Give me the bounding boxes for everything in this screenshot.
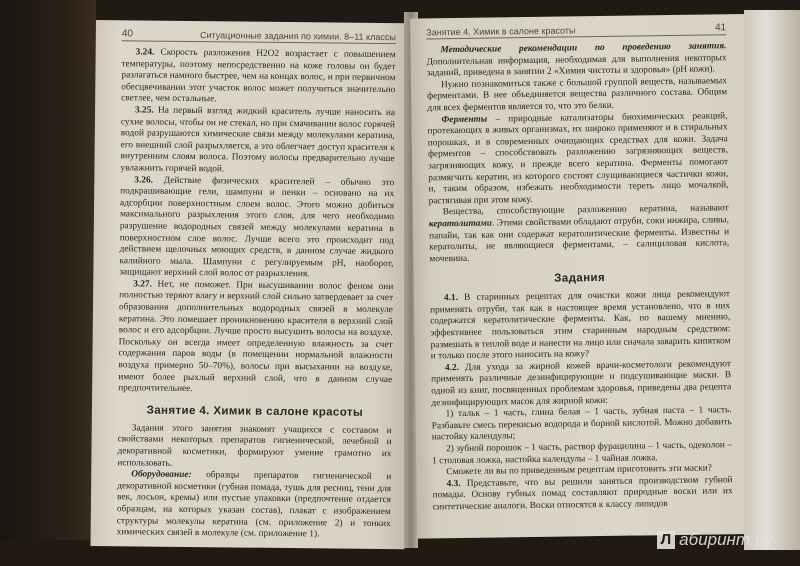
answer-item: 3.26. Действие физических красителей – обычно это подкрашивающие гели, шампуни и пенки – основано на их адсорбции поверхностным слоем волос. Этого можно добиться максимального разрыхления этого слоя, для чего необходимо разрушение водородных связей между молекулами кератина в поверхностном слое волос. Лучше всего это происходит под действием щелочных моющих средств, в данном случае жидкого калийного мыла. Шампуни с регулируемым pH, наоборот, защищают верхний слой волос от разрыхления. <box>119 174 395 280</box>
lesson-intro: Задания этого занятия знакомят учащихся с составом и свойствами некоторых препаратов гигиенической, лечебной и декоративной косметики, формируют умение грамотно их использовать. <box>117 423 392 469</box>
answer-item: 3.24. Скорость разложения H2O2 возрастает с повышением температуры, поэтому непосредственно на коже головы он будет разлагаться намного быстрее, чем на концах волос, и при первичном обесцвечивании этот участок волос может получиться значительно светлее, чем остальные. <box>121 47 396 105</box>
lesson-title: Занятие 4. Химик в салоне красоты <box>146 404 364 419</box>
right-running-title: Занятие 4. Химик в салоне красоты <box>426 25 576 38</box>
background-left <box>0 0 96 566</box>
recipe-one: 1) тальк – 1 часть, глина белая – 1 часть, зубная паста – 1 часть. Разбавьте смесь перекисью водорода и борной кислотой. Можно добавить настойку календулы; <box>431 405 732 443</box>
answer-item: 3.25. На первый взгляд жидкий краситель лучше наносить на сухие волосы, чтобы он не стекал, но при смачивании волос горячей водой разрушаются химические связи между молекулами кератина, его внешний слой разрыхляется, а это облегчает доступ красителя к внутренним слоям волоса. Поэтому волосы предварительно лучше увлажнить горячей водой. <box>120 105 396 175</box>
task-item: 4.2. Для ухода за жирной кожей врачи-косметологи рекомендуют применять различные дезинфицирующие и подсушивающие маски. В одной из книг, посвященных проблемам здоровья, приведены два рецепта дезинфицирующих масок для жирной кожи: <box>431 359 732 409</box>
right-page-number: 41 <box>714 22 727 34</box>
page-stack-edge <box>744 10 800 550</box>
recipe-two: 2) зубной порошок – 1 часть, раствор фурацилина – 1 часть, одеколон – 1 столовая ложка, настойка календулы – 1 чайная ложка. <box>432 440 733 466</box>
left-running-title: Ситуационные задания по химии. 8–11 классы <box>199 30 396 43</box>
tasks-title: Задания <box>554 272 606 285</box>
left-page <box>90 20 409 549</box>
task-item: 4.3. Представьте, что вы решили заняться производством губной помады. Основу губных помад составляют природные воски или их синтетические аналоги. Воски относятся к классу липидов <box>432 474 733 513</box>
answer-item: 3.27. Нет, не поможет. При высушивании волос феном они полностью теряют влагу и верхний слой сильно затвердевает за счет образования дополнительных водородных связей в молекуле кератина. Это помешает проникновению красителя в верхний слой волос и его адсорбции. Лучше просто высушить волосы на воздухе. Поскольку он всегда имеет определенную влажность за счет содержания паров воды (в помещении нормальной влажности воздуха примерно 50–70%), волосы при высыхании на воздухе, имеют более рыхлый верхний слой, что в данном случае предпочтительнее. <box>118 279 394 395</box>
enzymes-intro: Нужно познакомиться также с большой группой веществ, называемых ферментами. В нее объединяется вещества различного состава. Общим для всех ферментов является то, что это белки. <box>427 76 728 114</box>
left-page-header <box>122 28 396 44</box>
right-page-header <box>426 22 726 39</box>
watermark-text: абиринт.ру <box>679 530 772 549</box>
equipment-paragraph: Оборудование: образцы препаратов гигиенической и декоративной косметики (губная помада, тушь для ресниц, тени для век, лосьон, кремы) или пустые упаковки (предпочтение отдается образцам, на которых указан состав), плакат с изображением структуры молекулы кератина (см. приложение 2) и тонких химических связей в молекуле (см. приложение 1). <box>116 469 392 540</box>
watermark <box>657 530 772 550</box>
keratolytics-paragraph: Вещества, способствующие разложению кератина, называют кератолитами. Этими свойствами обладают отруби, соки инжира, сливы, папайи, так как они содержат кератолитические ферменты. Известны и кератолиты, не являющиеся ферментами, – салициловая кислота, мочевина. <box>428 203 730 265</box>
enzymes-paragraph: Ферменты – природные катализаторы биохимических реакций, протекающих в живых организмах, их широко применяют и в стиральных порошках, и в современных очищающих средствах для кожи. Задача ферментов – способствовать разложению загрязняющих веществ, загрязняющих кожу, и прежде всего кератина. Ферменты помогают размягчить кератин, из которого состоят слущивающиеся частички кожи, и, таким образом, избежать необходимости тереть лицо мочалкой, растягивая при этом кожу. <box>427 110 729 207</box>
task-item: 4.1. В старинных рецептах для очистки кожи лица рекомендуют применять отруби, так как в настоящее время установлено, что в них содержатся кератолитические ферменты. Как, по вашему мнению, эффективнее пользоваться этим старинным народным средством: размешать в теплой воде и нанести на лицо или сначала заварить кипятком и только после этого наносить на кожу? <box>430 289 731 362</box>
recipe-question: Сможете ли вы по приведенным рецептам приготовить эти маски? <box>446 463 712 478</box>
right-page <box>410 14 751 539</box>
left-page-number: 40 <box>121 28 134 40</box>
method-paragraph: Методические рекомендации по проведению занятия. Дополнительная информация, необходимая для выполнения некоторых заданий, приведена в занятии 2 «Химия чистоты и здоровья» (pH кожи). <box>426 41 727 79</box>
watermark-logo-box: Л <box>657 531 676 549</box>
